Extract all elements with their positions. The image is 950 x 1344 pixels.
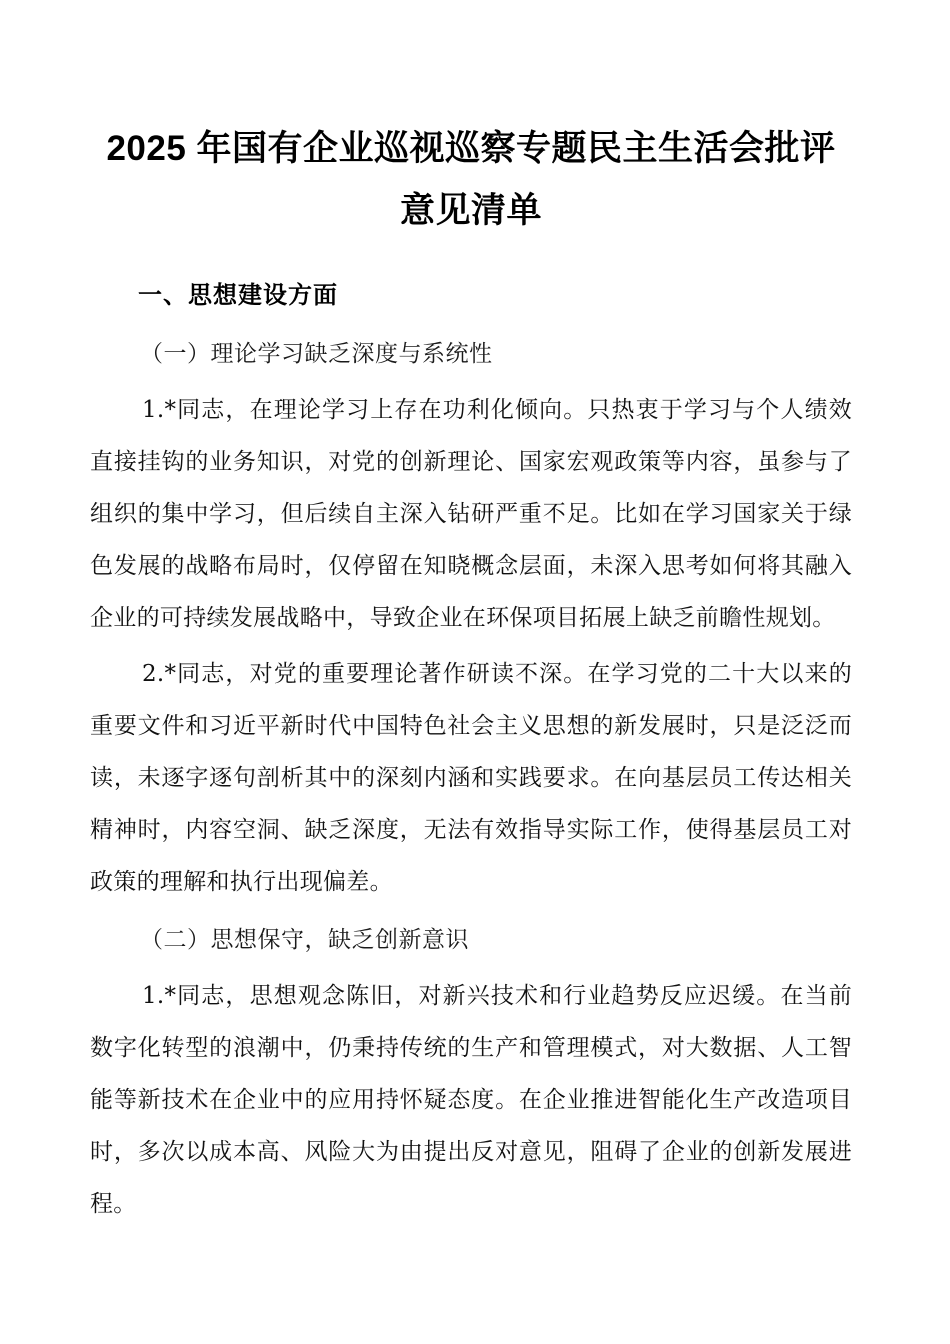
document-title [90,0,852,242]
section-heading-1: 一、思想建设方面 [138,282,338,309]
paragraph-1-2-1: 1.*同志，思想观念陈旧，对新兴技术和行业趋势反应迟缓。在当前数字化转型的浪潮中，仍秉持传统的生产和管理模式，对大数据、人工智能等新技术在企业中的应用持怀疑态度。在企业推进智能化生产改造项目时，多次以成本高、风险大为由提出反对意见，阻碍了企业的创新发展进程。 [90,983,852,1217]
paragraph-1-1-1: 1.*同志，在理论学习上存在功利化倾向。只热衷于学习与个人绩效直接挂钩的业务知识，对党的创新理论、国家宏观政策等内容，虽参与了组织的集中学习，但后续自主深入钻研严重不足。比如在学习国家关于绿色发展的战略布局时，仅停留在知晓概念层面，未深入思考如何将其融入企业的可持续发展战略中，导致企业在环保项目拓展上缺乏前瞻性规划。 [90,397,852,631]
subsection-heading-1-1: （一）理论学习缺乏深度与系统性 [140,341,493,367]
paragraph-1-1-2: 2.*同志，对党的重要理论著作研读不深。在学习党的二十大以来的重要文件和习近平新时代中国特色社会主义思想的新发展时，只是泛泛而读，未逐字逐句剖析其中的深刻内涵和实践要求。在向基层员工传达相关精神时，内容空洞、缺乏深度，无法有效指导实际工作，使得基层员工对政策的理解和执行出现偏差。 [90,661,852,895]
subsection-heading-1-2: （二）思想保守，缺乏创新意识 [140,927,469,953]
document-body [90,0,852,1270]
document-title-line-1: 2025 年国有企业巡视巡察专题民主生活会批评 [106,129,836,168]
document-title-line-2: 意见清单 [399,191,542,230]
